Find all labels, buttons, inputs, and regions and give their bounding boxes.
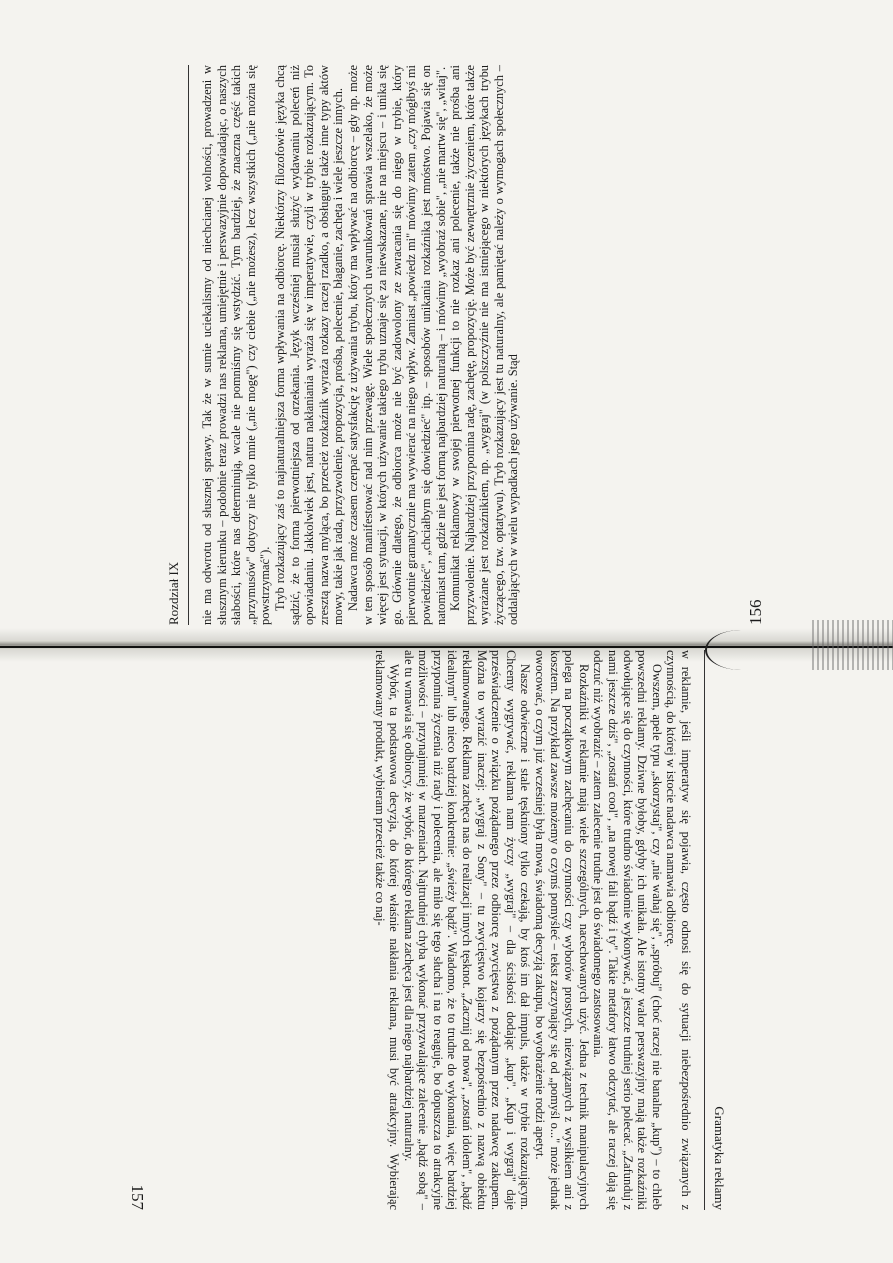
- paragraph: Nadawca może czasem czerpać satysfakcję z używania trybu, który ma wpływać na odbiorcę – gdy np. może w ten sposób manifestować nad nim przewagę. Wiele społecznych uwarunkowań sprawia wszelako, że może więcej jest sytuacji, w których używanie takiego trybu uznaje się za niewskazane, nie na miejscu – i unika się go. Głównie dlatego, że odbiorca może nie być zadowolony ze zwracania się do niego w trybie, który pierwotnie gramatycznie ma wywierać na niego wpływ. Zamiast „powiedz mi" mówimy zatem „czy mógłbyś mi powiedzieć", „chciałbym się dowiedzieć" itp. – sposobów unikania rozkaźnika jest mnóstwo. Pojawia się on natomiast tam, gdzie nie jest formą najbardziej naturalną – i mówimy „wyobraź sobie", „nie martw się", „witaj".: [345, 65, 448, 625]
- paragraph: Komunikat reklamowy w swojej pierwotnej funkcji to nie rozkaz ani polecenie, także nie prośba ani przyzwolenie. Najbardziej przypomina radę, zachętę, propozycję. Może być zewnętrznie życzeniem, które także wyrażane jest rozkaźnikiem, np. „wygraj" (w polszczyźnie nie ma istniejącego w niektórych językach trybu życzącego, tzw. optatywu). Tryb rozkazujący jest tu naturalny, ale pamiętać należy o wymogach społecznych – oddalających w wielu wypadkach jego używanie. Stąd: [448, 65, 521, 625]
- page-number-right: 157: [128, 1184, 147, 1210]
- page-edge-shadow: [812, 620, 893, 670]
- running-head-right: Gramatyka reklamy: [704, 650, 727, 1210]
- running-head-left: Rozdział IX: [166, 65, 189, 625]
- paragraph: Tryb rozkazujący zaś to najnaturalniejsza forma wpływania na odbiorcę. Niektórzy filozofowie języka chcą sądzić, że to forma pierwotniejsza od orzekania. Język wcześniej musiał służyć wydawaniu poleceń niż opowiadaniu. Jakkolwiek jest, natura nakłaniania wyraża się w imperatywie, czyli w trybie rozkazującym. To zresztą nazwa myląca, bo przecież rozkaźnik wyraża rozkazy raczej rzadko, a obsługuje także inne typy aktów mowy, takie jak rada, przyzwolenie, propozycja, prośba, polecenie, błaganie, zachęta i wiele jeszcze innych.: [272, 65, 346, 625]
- paragraph: nie ma odwrotu od słusznej sprawy. Tak że w sumie uciekalismy od niechcianej wolności, prowadzeni w słusznym kierunku – podobnie teraz prowadzi nas reklama, umiejętnie i perswazyjnie dopowiadając, o naszych słabości, które nas determinują, wcale nie pomniśmy się wstydzić. Tym bardziej, że znaczna część takich „przymusów" dotyczy nie tylko mnie („nie mogę") czy ciebie („nie możesz), lecz wszystkich („nie można się powstrzymać").: [200, 65, 273, 625]
- paragraph: w reklamie, jeśli imperatyw się pojawia, często odnosi się do sytuacji niebezpośrednio związanych z czynnością, do której w istocie nadawca namawia odbiorcę.: [664, 650, 693, 1210]
- left-page: [166, 65, 788, 625]
- paragraph: Nasze odwieczne i stale tęskniony tylko czekają, by ktoś im dał impuls, także w trybie rozkazującym. Chcemy wygrywać, reklama nam życzy „wygraj" – dla ścisłości dodając „kup". „Kup i wygraj" daje przeświadczenie o związku pożądanego przez odbiorcę zwycięstwa z pożądanym przez nadawcę zakupem. Można to wyrazić inaczej: „wygraj z Sony" – tu zwycięstwo kojarzy się bezpośrednio z nazwą obiektu reklamowanego. Reklama zachęca nas do realizacji innych tęsknot. „Zacznij od nowa", „zostań idolem", „bądź idealnym" lub nieco bardziej konkretnie: „świeży bądź". Wiadomo, że to trudne do wykonania, więc bardziej przypomina życzenia niż rady i polecenia, ale miło się tego słucha i na to reaguje, bo dopuszcza to atrakcyjne możliwości – przynajmniej w marzeniach. Najtrudniej chyba wykonać przyzwalające zalecenie „bądź sobą" – ale tu wmawia się odbiorcy, że wybór, do którego reklama zachęca jest dla niego najbardziej naturalny.: [401, 650, 533, 1210]
- paragraph: Wybór, ta podstawowa decyzja, do której właśnie nakłania reklama, musi być atrakcyjny. Wybierając reklamowany produkt, wybieram przecież także co naj-: [372, 650, 402, 1210]
- page-number-left: 156: [746, 599, 765, 625]
- left-page-body: [200, 65, 521, 625]
- paragraph: Rozkaźniki w reklamie mają wiele szczególnych, nacechowanych użyć. Jedna z technik manipulacyjnych polega na początkowym zachęcaniu do czynności czy wyborów prostych, niezwiązanych z wysiłkiem ani z kosztem. Na przykład zawsze możemy o czymś pomyśleć – tekst zaczynający się od „pomyśl o..." może jednak owocować, o czym już wcześniej była mowa, świadomą decyzją zakupu, bo wyobrażenie rodzi apetyt.: [533, 650, 591, 1210]
- right-page-body: [372, 650, 693, 1210]
- paragraph: Owszem, apele typu „skorzystaj", czy „nie wahaj się", „spróbuj" (choć raczej nie banalne „kup") – to chleb powszedni reklamy. Dziwne byłoby, gdyby ich unikała. Ale istotny walor perswazyjny mają także rozkaźniki odwołujące się do czynności, które trudno świadomie wykonywać, a jeszcze trudniej serio polecać. „Zafunduj z nami jeszcze dziś", „zostań cool", „na nowej fali bądź i ty". Takie metafory łatwo odczytać, ale raczej dają się odczuć niż wyobrazić – zatem zalecenie trudne jest do świadomego zastosowania.: [591, 650, 664, 1210]
- right-page: [105, 650, 727, 1210]
